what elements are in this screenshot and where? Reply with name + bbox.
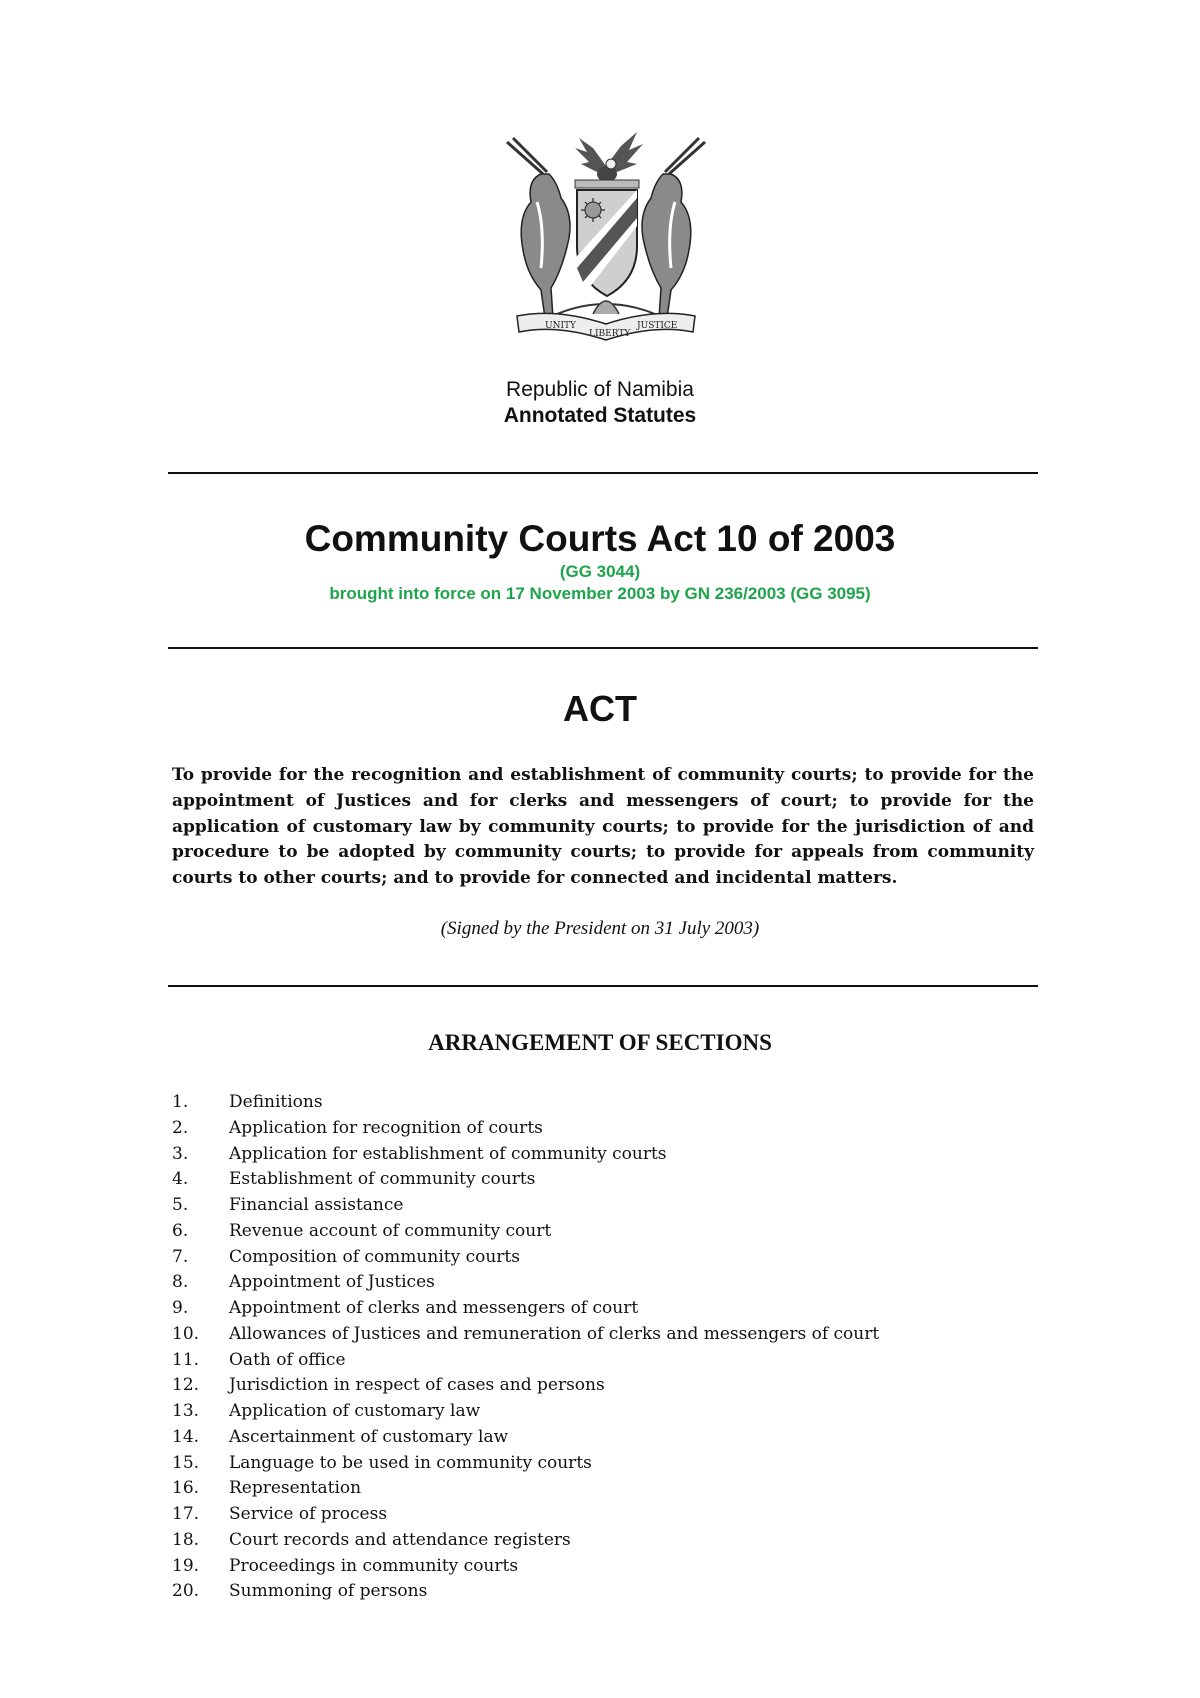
- section-list-item[interactable]: [172, 1270, 1072, 1296]
- motto-justice: JUSTICE: [637, 321, 678, 331]
- section-list-item[interactable]: [172, 1554, 1072, 1580]
- section-number: 16.: [172, 1478, 200, 1499]
- section-title: Application of customary law: [229, 1401, 481, 1421]
- section-number: 7.: [172, 1246, 189, 1267]
- section-title: Oath of office: [229, 1349, 346, 1370]
- section-list-item[interactable]: [172, 1219, 1072, 1245]
- signed-note: (Signed by the President on 31 July 2003): [440, 918, 760, 939]
- section-list-item[interactable]: [172, 1116, 1072, 1142]
- section-list-item[interactable]: [172, 1348, 1072, 1374]
- section-number: 15.: [172, 1452, 200, 1473]
- section-title: Proceedings in community courts: [229, 1555, 519, 1576]
- section-title: Language to be used in community courts: [229, 1452, 592, 1473]
- section-title: Jurisdiction in respect of cases and persons: [229, 1375, 605, 1396]
- section-list-item[interactable]: [172, 1090, 1072, 1116]
- section-list-item[interactable]: [172, 1245, 1072, 1271]
- section-number: 13.: [172, 1401, 200, 1421]
- long-title: To provide for the recognition and establishment of community courts; to provide for the appointment of Justices and for clerks and messengers of court; to provide for the application of customary law by community courts; to provide for the jurisdiction of and procedure to be adopted by community courts; to provide for appeals from community courts to other courts; and to provide for connected and incidental matters.: [172, 765, 1034, 889]
- section-list-item[interactable]: [172, 1528, 1072, 1554]
- motto-liberty: LIBERTY: [589, 329, 631, 339]
- publisher-series: Annotated Statutes: [503, 404, 697, 427]
- section-number: 1.: [172, 1092, 189, 1112]
- commencement-note: brought into force on 17 November 2003 by GN 236/2003 (GG 3095): [329, 584, 871, 603]
- arrangement-heading: ARRANGEMENT OF SECTIONS: [428, 1030, 772, 1055]
- section-title: Financial assistance: [229, 1195, 404, 1215]
- section-title: Composition of community courts: [229, 1246, 520, 1267]
- section-title: Revenue account of community court: [229, 1220, 552, 1241]
- section-number: 19.: [172, 1555, 200, 1576]
- section-list-item[interactable]: [172, 1425, 1072, 1451]
- section-number: 9.: [172, 1298, 189, 1318]
- section-number: 6.: [172, 1220, 189, 1241]
- coat-of-arms-icon: [497, 118, 715, 343]
- section-number: 8.: [172, 1272, 189, 1293]
- section-number: 2.: [172, 1117, 189, 1138]
- section-list-item[interactable]: [172, 1399, 1072, 1425]
- section-number: 5.: [172, 1195, 189, 1215]
- section-list-item[interactable]: [172, 1579, 1072, 1605]
- section-number: 10.: [172, 1323, 200, 1344]
- divider: [168, 647, 1038, 649]
- section-title: Application for recognition of courts: [229, 1117, 543, 1138]
- section-title: Summoning of persons: [229, 1581, 428, 1602]
- section-title: Appointment of clerks and messengers of court: [229, 1298, 639, 1318]
- section-title: Service of process: [229, 1504, 388, 1524]
- gazette-reference: (GG 3044): [559, 562, 641, 581]
- section-list-item[interactable]: [172, 1373, 1072, 1399]
- section-number: 14.: [172, 1426, 200, 1447]
- section-title: Allowances of Justices and remuneration of clerks and messengers of court: [229, 1323, 880, 1344]
- section-list-item[interactable]: [172, 1142, 1072, 1168]
- publisher-country: Republic of Namibia: [506, 378, 694, 401]
- section-list-item[interactable]: [172, 1296, 1072, 1322]
- motto-unity: UNITY: [545, 321, 576, 331]
- section-title: Court records and attendance registers: [229, 1529, 571, 1550]
- section-list-item[interactable]: [172, 1167, 1072, 1193]
- section-number: 3.: [172, 1143, 189, 1164]
- section-number: 18.: [172, 1529, 200, 1550]
- section-list-item[interactable]: [172, 1451, 1072, 1477]
- section-title: Definitions: [229, 1092, 323, 1112]
- section-title: Appointment of Justices: [229, 1272, 435, 1293]
- divider: [168, 985, 1038, 987]
- section-list: [172, 1090, 1072, 1605]
- section-title: Representation: [229, 1478, 362, 1499]
- act-heading: ACT: [563, 688, 637, 729]
- section-title: Application for establishment of community courts: [229, 1143, 667, 1164]
- divider: [168, 472, 1038, 474]
- section-list-item[interactable]: [172, 1502, 1072, 1528]
- section-number: 17.: [172, 1504, 200, 1524]
- section-number: 11.: [172, 1349, 200, 1370]
- section-title: Establishment of community courts: [229, 1169, 536, 1190]
- section-list-item[interactable]: [172, 1322, 1072, 1348]
- section-list-item[interactable]: [172, 1193, 1072, 1219]
- section-number: 12.: [172, 1375, 200, 1396]
- section-number: 20.: [172, 1581, 200, 1602]
- document-title: Community Courts Act 10 of 2003: [304, 518, 896, 559]
- section-list-item[interactable]: [172, 1476, 1072, 1502]
- section-title: Ascertainment of customary law: [229, 1426, 509, 1447]
- section-number: 4.: [172, 1169, 189, 1190]
